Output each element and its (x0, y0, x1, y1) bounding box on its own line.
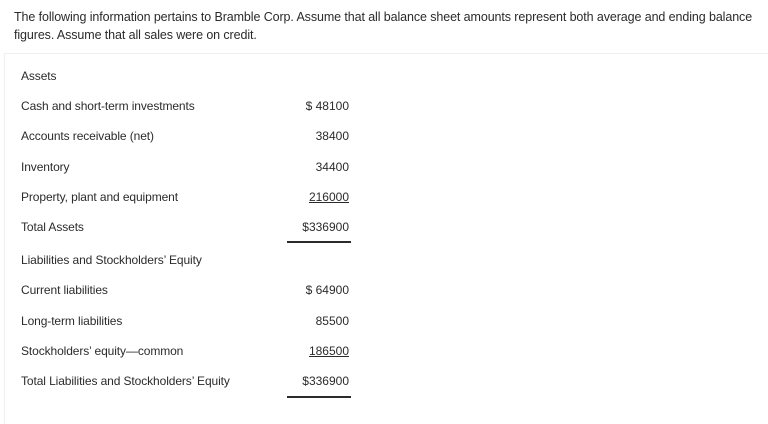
asset-amount-ppe: 216000 (308, 190, 349, 204)
asset-amount-total: $336900 (302, 220, 349, 234)
liability-label-longterm: Long-term liabilities (21, 314, 123, 328)
assets-heading: Assets (21, 69, 57, 83)
intro-text: The following information pertains to Bramble Corp. Assume that all balance sheet amounts represent both average and ending balance figures. Assume that all sales were on credit. (14, 10, 753, 42)
asset-label-cash: Cash and short-term investments (21, 99, 195, 113)
liability-label-equity: Stockholders’ equity—common (21, 344, 184, 358)
asset-label-ppe: Property, plant and equipment (21, 190, 178, 204)
asset-amount-cash: $ 48100 (305, 99, 349, 113)
asset-label-inventory: Inventory (21, 160, 70, 174)
asset-label-total: Total Assets (21, 220, 84, 234)
liabilities-heading: Liabilities and Stockholders’ Equity (21, 253, 202, 267)
total-liabilities-rule (287, 396, 351, 398)
liability-label-current: Current liabilities (21, 283, 108, 297)
liability-amount-equity: 186500 (308, 344, 349, 358)
total-assets-rule (287, 241, 351, 243)
asset-amount-inventory: 34400 (315, 160, 349, 174)
asset-label-receivables: Accounts receivable (net) (21, 129, 154, 143)
asset-amount-receivables: 38400 (315, 129, 349, 143)
balance-sheet (4, 53, 768, 424)
liability-label-total: Total Liabilities and Stockholders’ Equity (21, 374, 230, 388)
liability-amount-total: $336900 (302, 374, 349, 388)
liability-amount-longterm: 85500 (315, 314, 349, 328)
liability-amount-current: $ 64900 (305, 283, 349, 297)
